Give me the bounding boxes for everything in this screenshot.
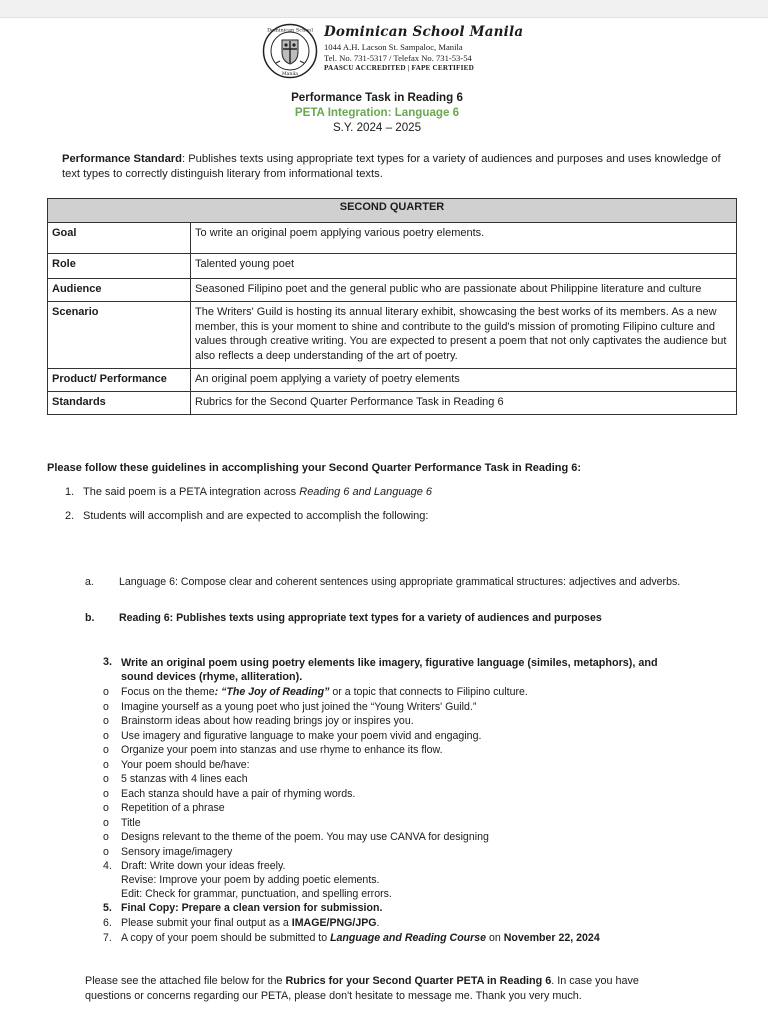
objective-b: b. Reading 6: Publishes texts using appropriate text types for a variety of audiences and purposes <box>85 612 602 624</box>
list-number: 4. <box>103 860 112 872</box>
poem-instructions-list <box>103 685 528 859</box>
table-row-label: Product/ Performance <box>48 368 191 391</box>
performance-standard-label: Performance Standard <box>62 153 182 165</box>
table-row-label: Scenario <box>48 301 191 368</box>
list-number: 1. <box>65 486 75 498</box>
list-number: 2. <box>65 510 75 522</box>
integration-subjects: Reading 6 and Language 6 <box>299 486 432 498</box>
table-row-value: To write an original poem applying various poetry elements. <box>191 223 737 254</box>
circle-bullet-icon: o <box>103 729 109 742</box>
list-item: o Use imagery and figurative language to make your poem vivid and engaging. <box>103 729 482 742</box>
list-number: 7. <box>103 932 112 944</box>
circle-bullet-icon: o <box>103 816 109 829</box>
document-title: Performance Task in Reading 6 <box>291 91 463 104</box>
list-item: o Imagine yourself as a young poet who just joined the “Young Writers' Guild.” <box>103 700 477 713</box>
table-row-label: Audience <box>48 279 191 302</box>
objective-a: a. Language 6: Compose clear and coherent sentences using appropriate grammatical structures: adjectives and adverbs. <box>85 576 681 588</box>
guideline-item-4: 4. Draft: Write down your ideas freely. <box>103 860 286 872</box>
poem-theme: : “The Joy of Reading” <box>214 686 330 698</box>
table-row-value: Seasoned Filipino poet and the general public who are passionate about Philippine literature and culture <box>191 279 737 302</box>
table-header: SECOND QUARTER <box>48 199 737 223</box>
closing-note: Please see the attached file below for the Rubrics for your Second Quarter PETA in Reading 6. In case you have questions or concerns regarding our PETA, please don't hesitate to message me. Thank you very much. <box>85 975 639 1002</box>
seal-text-top: Dominican School <box>267 27 313 34</box>
course-name: Language and Reading Course <box>330 932 487 944</box>
list-item: o Designs relevant to the theme of the poem. You may use CANVA for designing <box>103 831 489 843</box>
due-date: November 22, 2024 <box>503 932 600 944</box>
list-number: 3. <box>103 656 113 668</box>
list-item: o Title <box>103 816 141 829</box>
guideline-item-3: Write an original poem using poetry elements like imagery, figurative language (similes, metaphors), and sound devices (rhyme, alliteration). <box>121 657 658 684</box>
table-header-row <box>48 199 737 223</box>
table-row <box>48 391 737 414</box>
circle-bullet-icon: o <box>103 845 109 858</box>
list-letter: a. <box>85 576 94 588</box>
performance-standard-text: : Publishes texts using appropriate text types for a variety of audiences and purposes and uses knowledge of text types to correctly distinguish literary from informational texts. <box>62 153 721 180</box>
circle-bullet-icon: o <box>103 773 109 785</box>
rubrics-reference: Rubrics for your Second Quarter PETA in Reading 6 <box>285 975 552 987</box>
table-row-label: Goal <box>48 223 191 254</box>
list-item: o Your poem should be/have: <box>103 758 250 771</box>
seal-text-bottom: Manila <box>281 72 299 77</box>
guideline-item-5: 5. Final Copy: Prepare a clean version for submission. <box>103 902 383 914</box>
list-item: o Each stanza should have a pair of rhyming words. <box>103 787 356 800</box>
school-letterhead <box>262 22 522 80</box>
document-subtitle: PETA Integration: Language 6 <box>294 106 460 119</box>
table-row <box>48 279 737 302</box>
table-row-value: Rubrics for the Second Quarter Performance Task in Reading 6 <box>191 391 737 414</box>
circle-bullet-icon: o <box>103 802 109 814</box>
guideline-item-1: 1. The said poem is a PETA integration across Reading 6 and Language 6 <box>65 486 432 498</box>
school-name: Dominican School Manila <box>324 24 524 40</box>
circle-bullet-icon: o <box>103 758 109 771</box>
guidelines-heading: Please follow these guidelines in accomplishing your Second Quarter Performance Task in Reading 6: <box>47 462 582 474</box>
circle-bullet-icon: o <box>103 715 109 727</box>
table-row-value: An original poem applying a variety of poetry elements <box>191 368 737 391</box>
list-item: o 5 stanzas with 4 lines each <box>103 773 248 785</box>
guideline-item-7: 7. A copy of your poem should be submitted to Language and Reading Course on November 22, 2024 <box>103 932 600 944</box>
school-phone: Tel. No. 731-5317 / Telefax No. 731-53-54 <box>324 53 472 63</box>
school-address: 1044 A.H. Lacson St. Sampaloc, Manila <box>324 42 463 52</box>
table-row-value: The Writers' Guild is hosting its annual literary exhibit, showcasing the best works of its members. As a new member, this is your moment to shine and contribute to the guild's mission of promoting Filipino culture and values through creative writing. You are expected to present a poem that not only captivates the audience but also reflects a deep understanding of the art of poetry. <box>191 301 737 368</box>
grasps-table <box>47 198 737 415</box>
file-format: IMAGE/PNG/JPG <box>291 917 377 929</box>
list-item: o Repetition of a phrase <box>103 802 225 814</box>
table-row <box>48 254 737 279</box>
table-row <box>48 223 737 254</box>
table-row <box>48 368 737 391</box>
circle-bullet-icon: o <box>103 700 109 713</box>
list-item: o Organize your poem into stanzas and use rhyme to enhance its flow. <box>103 744 443 756</box>
revise-step: Revise: Improve your poem by adding poetic elements. <box>121 874 380 886</box>
performance-standard <box>62 152 722 182</box>
table-row <box>48 301 737 368</box>
table-row-label: Role <box>48 254 191 279</box>
school-year: S.Y. 2024 – 2025 <box>332 121 422 134</box>
guideline-item-6: 6. Please submit your final output as a IMAGE/PNG/JPG. <box>103 917 380 929</box>
circle-bullet-icon: o <box>103 831 109 843</box>
school-accreditation: PAASCU ACCREDITED | FAPE CERTIFIED <box>324 64 475 72</box>
circle-bullet-icon: o <box>103 686 109 698</box>
circle-bullet-icon: o <box>103 787 109 800</box>
circle-bullet-icon: o <box>103 744 109 756</box>
edit-step: Edit: Check for grammar, punctuation, and spelling errors. <box>121 888 392 900</box>
list-item: o Sensory image/imagery <box>103 845 233 858</box>
school-seal-logo <box>262 23 318 79</box>
list-number: 6. <box>103 917 112 929</box>
guideline-item-2: 2. Students will accomplish and are expected to accomplish the following: <box>65 510 429 522</box>
viewer-top-bar <box>0 0 768 18</box>
list-number: 5. <box>103 902 112 914</box>
table-row-value: Talented young poet <box>191 254 737 279</box>
list-item: o Focus on the theme: “The Joy of Reading” or a topic that connects to Filipino culture. <box>103 686 528 698</box>
table-row-label: Standards <box>48 391 191 414</box>
list-letter: b. <box>85 612 95 624</box>
list-item: o Brainstorm ideas about how reading brings joy or inspires you. <box>103 715 414 727</box>
